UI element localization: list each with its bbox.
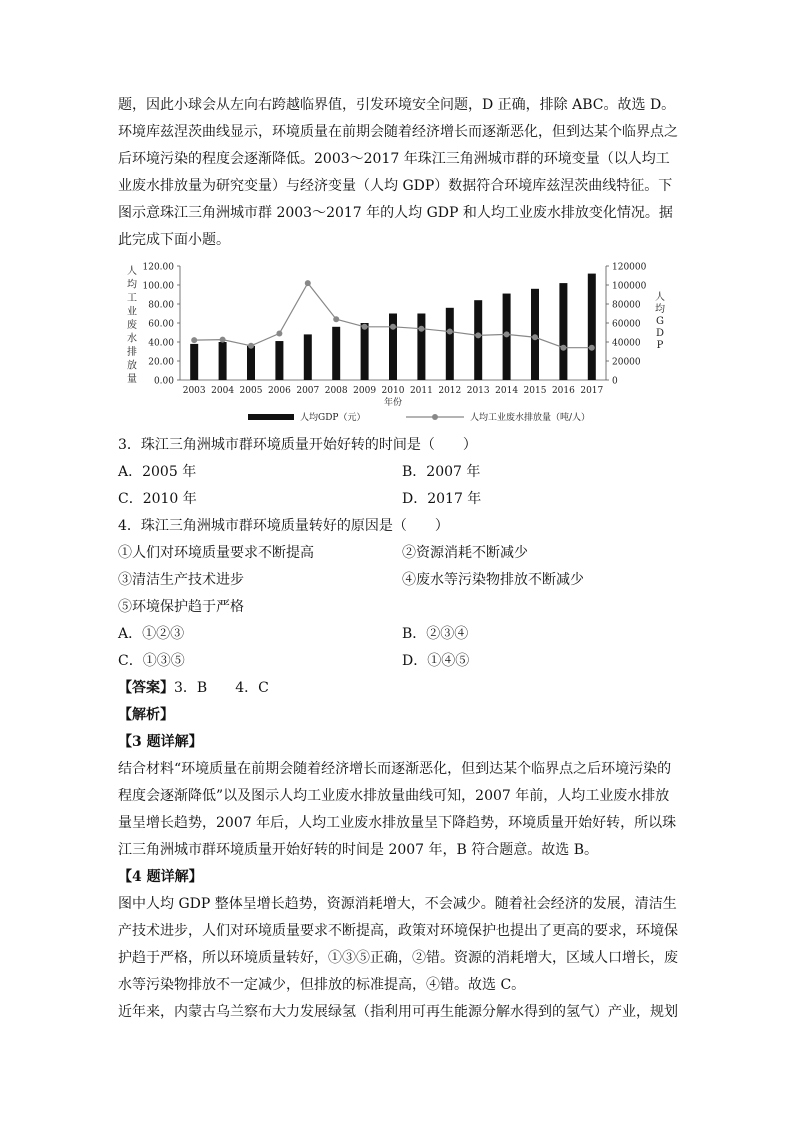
x-tick-label: 2014 bbox=[495, 386, 519, 396]
x-tick-label: 2015 bbox=[523, 386, 547, 396]
item-5: ⑤环境保护趋于严格 bbox=[118, 599, 244, 615]
x-tick-label: 2017 bbox=[580, 386, 604, 396]
legend-line-label: 人均工业废水排放量（吨/人） bbox=[470, 413, 591, 423]
item-1: ①人们对环境质量要求不断提高 bbox=[118, 545, 314, 561]
left-tick-label: 80.00 bbox=[148, 300, 174, 311]
gdp-bar bbox=[474, 300, 482, 380]
x-tick-label: 2005 bbox=[239, 386, 263, 396]
wastewater-point bbox=[362, 324, 368, 330]
gdp-bar bbox=[190, 344, 198, 380]
wastewater-point bbox=[504, 331, 510, 337]
wastewater-point bbox=[305, 280, 311, 286]
x-tick-label: 2004 bbox=[211, 386, 235, 396]
option-d[interactable]: D．①④⑤ bbox=[402, 653, 470, 669]
document-page bbox=[118, 92, 678, 1026]
wastewater-point bbox=[532, 334, 538, 340]
chart-svg bbox=[118, 256, 678, 428]
wastewater-point bbox=[589, 345, 595, 351]
x-tick-label: 2012 bbox=[438, 386, 462, 396]
right-axis-label-char: P bbox=[656, 340, 664, 351]
x-tick-label: 2010 bbox=[381, 386, 405, 396]
option-row bbox=[118, 648, 678, 675]
x-tick-label: 2016 bbox=[551, 386, 575, 396]
left-tick-label: 100.00 bbox=[142, 281, 174, 292]
detail-3-label: 【3 题详解】 bbox=[118, 734, 203, 750]
detail-4-label: 【4 题详解】 bbox=[118, 869, 203, 885]
legend-line-marker bbox=[432, 414, 438, 420]
wastewater-point bbox=[390, 324, 396, 330]
item-3: ③清洁生产技术进步 bbox=[118, 572, 244, 588]
right-axis-label-char: 均 bbox=[655, 304, 665, 315]
option-b[interactable]: B．②③④ bbox=[402, 626, 469, 642]
item-row bbox=[118, 540, 678, 567]
answer-line bbox=[118, 675, 678, 702]
x-tick-label: 2011 bbox=[409, 386, 433, 396]
left-tick-label: 60.00 bbox=[148, 319, 174, 330]
option-row bbox=[118, 486, 678, 513]
wastewater-point bbox=[475, 332, 481, 338]
detail-3-text: 结合材料“环境质量在前期会随着经济增长而逐渐恶化，但到达某个临界点之后环境污染的程度会逐渐降低”以及图示人均工业废水排放量曲线可知，2007 年前，人均工业废水排放量呈增长趋势，2007 年后，人均工业废水排放量呈下降趋势，环境质量开始好转，所以珠江三角洲城市群环境质量开始好转的时间是 2007 年，B 符合题意。故选 B。 bbox=[118, 761, 677, 858]
left-tick-label: 120.00 bbox=[142, 262, 174, 273]
item-4: ④废水等污染物排放不断减少 bbox=[402, 572, 584, 588]
wastewater-point bbox=[447, 329, 453, 335]
left-tick-label: 0.00 bbox=[153, 376, 174, 387]
gdp-bar bbox=[417, 314, 425, 381]
wastewater-point bbox=[220, 337, 226, 343]
item-row bbox=[118, 594, 678, 621]
right-axis-label-char: D bbox=[655, 328, 665, 339]
x-tick-label: 2013 bbox=[466, 386, 490, 396]
gdp-bar bbox=[361, 323, 369, 380]
answer-label: 【答案】 bbox=[118, 680, 174, 696]
gdp-bar bbox=[588, 274, 596, 380]
wastewater-point bbox=[333, 316, 339, 322]
x-tick-label: 2007 bbox=[296, 386, 320, 396]
detail-4-text: 图中人均 GDP 整体呈增长趋势，资源消耗增大，不会减少。随着社会经济的发展，清洁生产技术进步，人们对环境质量要求不断提高，政策对环境保护也提出了更高的要求，环境保护趋于严格，所以环境质量转好，①③⑤正确，②错。资源的消耗增大，区域人口增长，废水等污染物排放不一定减少，但排放的标准提高，④错。故选 C。 bbox=[118, 896, 678, 993]
chart bbox=[118, 256, 678, 428]
right-tick-label: 100000 bbox=[612, 281, 647, 292]
wastewater-point bbox=[248, 343, 254, 349]
answer-text: 3．B 4．C bbox=[174, 680, 269, 696]
left-tick-label: 20.00 bbox=[148, 357, 174, 368]
gdp-bar bbox=[219, 342, 227, 380]
right-tick-label: 120000 bbox=[612, 262, 647, 273]
legend-bar-swatch bbox=[248, 414, 294, 420]
option-d[interactable]: D．2017 年 bbox=[402, 491, 482, 507]
gdp-bar bbox=[304, 334, 312, 380]
x-axis-label: 年份 bbox=[383, 398, 403, 408]
gdp-bar bbox=[247, 346, 255, 380]
left-axis-label-char: 业 bbox=[127, 306, 137, 318]
option-row bbox=[118, 621, 678, 648]
option-b[interactable]: B．2007 年 bbox=[402, 464, 481, 480]
legend-bar-label: 人均GDP（元） bbox=[300, 413, 366, 423]
wastewater-point bbox=[418, 326, 424, 332]
paragraph: 题，因此小球会从左向右跨越临界值，引发环境安全问题，D 正确，排除 ABC。故选 D。 bbox=[118, 97, 676, 113]
chart-legend bbox=[248, 411, 590, 423]
wastewater-point bbox=[276, 330, 282, 336]
right-tick-label: 0 bbox=[612, 376, 618, 387]
x-tick-label: 2006 bbox=[267, 386, 291, 396]
wastewater-point bbox=[191, 337, 197, 343]
gdp-bar bbox=[332, 327, 340, 380]
option-row bbox=[118, 459, 678, 486]
gdp-bar bbox=[559, 283, 567, 380]
wastewater-point bbox=[560, 345, 566, 351]
left-axis-label-char: 排 bbox=[127, 347, 137, 358]
left-axis-label-char: 水 bbox=[127, 333, 137, 345]
left-axis-label-char: 放 bbox=[127, 360, 137, 372]
right-tick-label: 80000 bbox=[612, 300, 641, 311]
gdp-bar bbox=[389, 314, 397, 381]
option-a[interactable]: A．2005 年 bbox=[118, 464, 197, 480]
question-4-stem: 4．珠江三角洲城市群环境质量转好的原因是（ ） bbox=[118, 518, 449, 534]
paragraph: 近年来，内蒙古乌兰察布大力发展绿氢（指利用可再生能源分解水得到的氢气）产业，规划 bbox=[118, 1004, 678, 1020]
left-axis-label-char: 废 bbox=[127, 320, 137, 331]
x-tick-label: 2008 bbox=[324, 386, 348, 396]
paragraph: 环境库兹涅茨曲线显示，环境质量在前期会随着经济增长而逐渐恶化，但到达某个临界点之后环境污染的程度会逐渐降低。2003～2017 年珠江三角洲城市群的环境变量（以人均工业废水排放量为研究变量）与经济变量（人均 GDP）数据符合环境库兹涅茨曲线特征。下图示意珠江三角洲城市群 2003～2017 年的人均 GDP 和人均工业废水排放变化情况。据此完成下面小题。 bbox=[118, 124, 678, 248]
right-axis-label-char: 人 bbox=[655, 292, 665, 303]
right-axis-label-char: G bbox=[656, 316, 664, 327]
left-axis-label-char: 量 bbox=[127, 374, 137, 385]
item-row bbox=[118, 567, 678, 594]
x-tick-label: 2009 bbox=[353, 386, 377, 396]
left-axis-label-char: 工 bbox=[127, 293, 137, 304]
left-axis-label-char: 均 bbox=[127, 279, 137, 291]
right-tick-label: 40000 bbox=[612, 338, 641, 349]
gdp-bar bbox=[446, 308, 454, 380]
right-tick-label: 20000 bbox=[612, 357, 641, 368]
x-tick-label: 2003 bbox=[182, 386, 206, 396]
option-c[interactable]: C．①③⑤ bbox=[118, 653, 185, 669]
analysis-label: 【解析】 bbox=[118, 707, 174, 723]
question-3-stem: 3．珠江三角洲城市群环境质量开始好转的时间是（ ） bbox=[118, 437, 477, 453]
left-tick-label: 40.00 bbox=[148, 338, 174, 349]
item-2: ②资源消耗不断减少 bbox=[402, 545, 528, 561]
left-axis-label-char: 人 bbox=[127, 266, 137, 277]
gdp-bar bbox=[275, 341, 283, 380]
right-tick-label: 60000 bbox=[612, 319, 641, 330]
option-c[interactable]: C．2010 年 bbox=[118, 491, 197, 507]
option-a[interactable]: A．①②③ bbox=[118, 626, 185, 642]
